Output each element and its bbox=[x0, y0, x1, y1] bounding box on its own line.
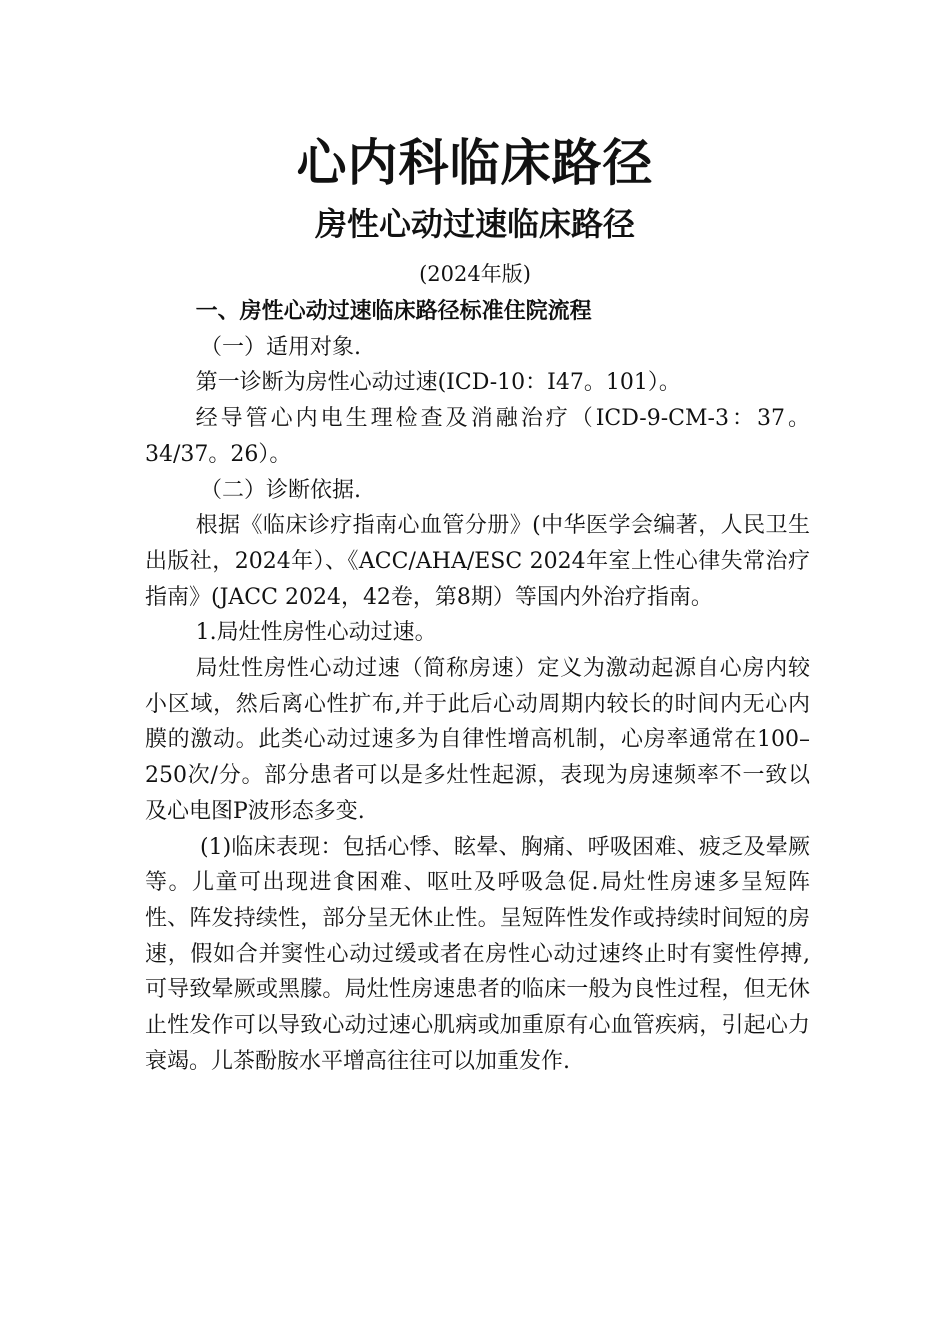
paragraph: (1)临床表现：包括心悸、眩晕、胸痛、呼吸困难、疲乏及晕厥等。儿童可出现进食困难、呕吐及呼吸急促.局灶性房速多呈短阵性、阵发持续性，部分呈无休止性。呈短阵性发作或持续时间短的房速，假如合并窦性心动过缓或者在房性心动过速终止时有窦性停搏,可导致晕厥或黑朦。局灶性房速患者的临床一般为良性过程，但无休止性发作可以导致心动过速心肌病或加重原有心血管疾病，引起心力衰竭。儿茶酚胺水平增高往往可以加重发作. bbox=[145, 834, 810, 1074]
paragraph: 经导管心内电生理检查及消融治疗（ICD-9-CM-3：37。34/37。26）。 bbox=[145, 406, 810, 467]
paragraph: 第一诊断为房性心动过速(ICD-10：I47。101）。 bbox=[195, 370, 681, 396]
subsection-heading: （一）适用对象. bbox=[200, 334, 361, 360]
paragraph: 根据《临床诊疗指南心血管分册》(中华医学会编著，人民卫生出版社，2024年）、《ACC/AHA/ESC 2024年室上性心律失常治疗指南》(JACC 2024，42卷，第8期）等国内外治疗指南。 bbox=[145, 513, 810, 610]
document-title: 心内科临床路径 bbox=[296, 134, 654, 192]
edition-label: (2024年版) bbox=[419, 262, 531, 286]
document-subtitle: 房性心动过速临床路径 bbox=[314, 205, 635, 243]
subsection-heading: （二）诊断依据. bbox=[200, 477, 361, 503]
section-heading: 一、房性心动过速临床路径标准住院流程 bbox=[195, 299, 592, 324]
paragraph: 局灶性房性心动过速（简称房速）定义为激动起源自心房内较小区域，然后离心性扩布,并于此后心动周期内较长的时间内无心内膜的激动。此类心动过速多为自律性增高机制，心房率通常在100–250次/分。部分患者可以是多灶性起源，表现为房速频率不一致以及心电图P波形态多变. bbox=[145, 656, 810, 824]
item-heading: 1.局灶性房性心动过速。 bbox=[195, 620, 437, 646]
document-body bbox=[145, 294, 810, 1079]
